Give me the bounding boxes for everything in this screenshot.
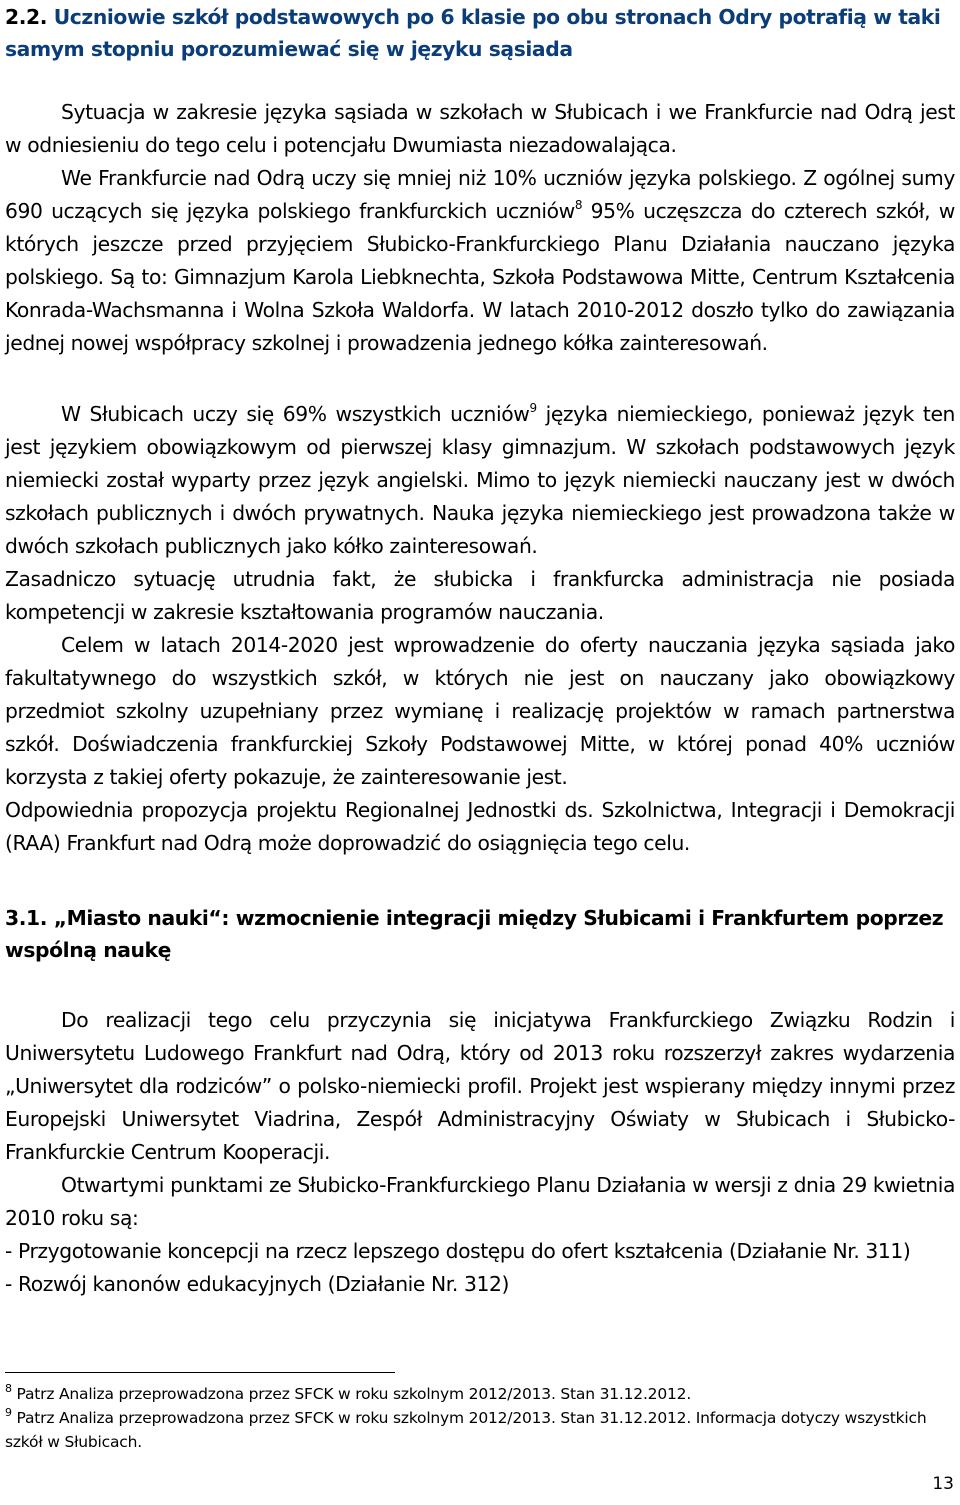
paragraph-text: We Frankfurcie nad Odrą uczy się mniej niż 10% uczniów języka polskiego. <box>61 166 797 190</box>
section-title: „Miasto nauki“: wzmocnienie integracji między Słubicami i Frankfurtem poprzez wspólną naukę <box>5 906 944 962</box>
paragraph-raa: Odpowiednia propozycja projektu Regionalnej Jednostki ds. Szkolnictwa, Integracji i Demokracji (RAA) Frankfurt nad Odrą może doprowadzić do osiągnięcia tego celu. <box>5 798 955 855</box>
footnote-text: Patrz Analiza przeprowadzona przez SFCK w roku szkolnym 2012/2013. Stan 31.12.2012. Informacja dotyczy wszystkich szkół w Słubicach. <box>5 1409 927 1451</box>
paragraph-city-of-learning <box>5 1004 955 1301</box>
section-number: 2.2. <box>5 5 48 29</box>
paragraph-line <box>5 398 955 563</box>
footnote-text: Patrz Analiza przeprowadzona przez SFCK w roku szkolnym 2012/2013. Stan 31.12.2012. <box>11 1385 692 1403</box>
section-2-2-heading <box>5 1 955 65</box>
paragraph-text: Z ogólnej sumy 690 uczących się języka polskiego frankfurckich uczniów <box>5 166 955 223</box>
paragraph-line <box>5 162 955 360</box>
paragraph-initiative: Do realizacji tego celu przyczynia się inicjatywa Frankfurckiego Związku Rodzin i Uniwersytetu Ludowego Frankfurt nad Odrą, który od 2013 roku rozszerzył zakres wydarzenia „Uniwersytet dla rodziców” o polsko-niemiecki profil. Projekt jest wspierany między innymi przez Europejski Uniwersytet Viadrina, Zespół Administracyjny Oświaty w Słubicach i Słubicko-Frankfurckie Centrum Kooperacji. <box>5 1008 955 1164</box>
footnote-separator <box>5 1372 395 1373</box>
footnote-number: 9 <box>5 1405 12 1419</box>
footnote-number: 8 <box>5 1381 12 1395</box>
section-3-1-heading <box>5 902 955 966</box>
footnote-ref-8[interactable]: 8 <box>574 198 583 213</box>
footnote-9 <box>5 1406 945 1454</box>
paragraph-text: języka niemieckiego, ponieważ język ten jest językiem obowiązkowym od pierwszej klasy gimnazjum. W szkołach podstawowych język niemiecki został wyparty przez język angielski. Mimo to język niemiecki nauczany jest w dwóch szkołach publicznych i dwóch prywatnych. Nauka języka niemieckiego jest prowadzona także w dwóch szkołach publicznych jako kółko zainteresowań. <box>5 402 955 558</box>
paragraph-goal: Celem w latach 2014-2020 jest wprowadzenie do oferty nauczania języka sąsiada jako fakultatywnego do wszystkich szkół, w których nie jest on nauczany jako obowiązkowy przedmiot szkolny uzupełniany przez wymianę i realizację projektów w ramach partnerstwa szkół. Doświadczenia frankfurckiej Szkoły Podstawowej Mitte, w której ponad 40% uczniów korzysta z takiej oferty pokazuje, że zainteresowanie jest. <box>5 633 955 789</box>
paragraph-text: 95% uczęszcza do czterech szkół, w których jeszcze przed przyjęciem Słubicko-Frankfurckiego Planu Działania nauczano języka polskiego. Są to: Gimnazjum Karola Liebknechta, Szkoła Podstawowa Mitte, Centrum Kształcenia Konrada-Wachsmanna i Wolna Szkoła Waldorfa. W latach 2010-2012 doszło tylko do zawiązania jednej nowej współpracy szkolnej i prowadzenia jednego kółka zainteresowań. <box>5 199 955 355</box>
paragraph-text: W Słubicach uczy się 69% wszystkich uczniów <box>61 402 530 426</box>
paragraph-line: Sytuacja w zakresie języka sąsiada w szkołach w Słubicach i we Frankfurcie nad Odrą jest w odniesieniu do tego celu i potencjału Dwumiasta niezadowalająca. <box>5 100 955 157</box>
page-number: 13 <box>932 1474 954 1494</box>
paragraph-open-points: Otwartymi punktami ze Słubicko-Frankfurckiego Planu Działania w wersji z dnia 29 kwietnia 2010 roku są: <box>5 1173 955 1230</box>
paragraph-situation <box>5 96 955 360</box>
footnote-ref-9[interactable]: 9 <box>529 401 537 416</box>
paragraph-competence: Zasadniczo sytuację utrudnia fakt, że słubicka i frankfurcka administracja nie posiada kompetencji w zakresie kształtowania programów nauczania. <box>5 567 955 624</box>
list-item: - Rozwój kanonów edukacyjnych (Działanie Nr. 312) <box>5 1272 509 1296</box>
list-item: - Przygotowanie koncepcji na rzecz lepszego dostępu do ofert kształcenia (Działanie Nr. 311) <box>5 1239 911 1263</box>
paragraph-slubice <box>5 398 955 860</box>
footnotes <box>5 1382 945 1454</box>
footnote-8 <box>5 1382 945 1406</box>
section-number: 3.1. <box>5 906 48 930</box>
section-title: Uczniowie szkół podstawowych po 6 klasie po obu stronach Odry potrafią w taki samym stopniu porozumiewać się w języku sąsiada <box>5 5 941 61</box>
